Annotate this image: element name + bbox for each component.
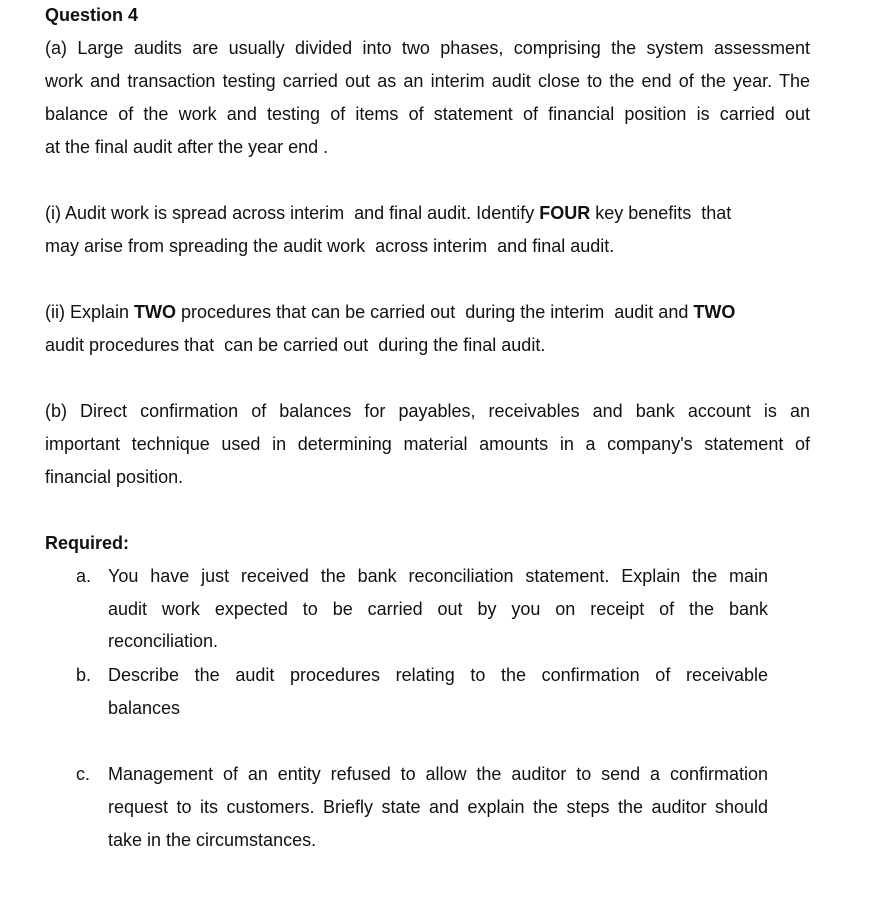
text-line [45,202,731,224]
text: (ii) Explain [45,302,135,322]
list-marker: c. [76,764,91,784]
text-line: take in the circumstances. [108,830,317,850]
text-line: balances [108,698,181,718]
text-line: at the final audit after the year end . [45,137,329,157]
text: procedures that can be carried out during the interim audit and [176,302,694,322]
text: key benefits that [590,203,732,223]
list-marker: b. [76,665,92,685]
emphasis: TWO [693,302,736,322]
text: (i) Audit work is spread across interim and final audit. Identify [45,203,540,223]
text-line: audit procedures that can be carried out during the final audit. [45,335,546,355]
question-title: Question 4 [45,5,139,25]
emphasis: FOUR [539,203,591,223]
text-line: may arise from spreading the audit work across interim and final audit. [45,236,615,256]
text-line: Describe the audit procedures relating to the confirmation of receivable [108,665,768,685]
text-line: balance of the work and testing of items of statement of financial position is carried out [45,104,810,124]
text-line: audit work expected to be carried out by you on receipt of the bank [108,599,768,619]
text-line: important technique used in determining material amounts in a company's statement of [45,434,810,454]
text-line: request to its customers. Briefly state and explain the steps the auditor should [108,797,768,817]
required-heading: Required: [45,533,130,553]
text-line [45,301,735,323]
text-line: (a) Large audits are usually divided into two phases, comprising the system assessment [45,38,810,58]
text-line: (b) Direct confirmation of balances for payables, receivables and bank account is an [45,401,810,421]
text-line: financial position. [45,467,184,487]
text-line: Management of an entity refused to allow the auditor to send a confirmation [108,764,768,784]
emphasis: TWO [134,302,177,322]
text-line: reconciliation. [108,631,219,651]
text-line: work and transaction testing carried out as an interim audit close to the end of the year. The [45,71,810,91]
text-line: You have just received the bank reconciliation statement. Explain the main [108,566,768,586]
list-marker: a. [76,566,92,586]
